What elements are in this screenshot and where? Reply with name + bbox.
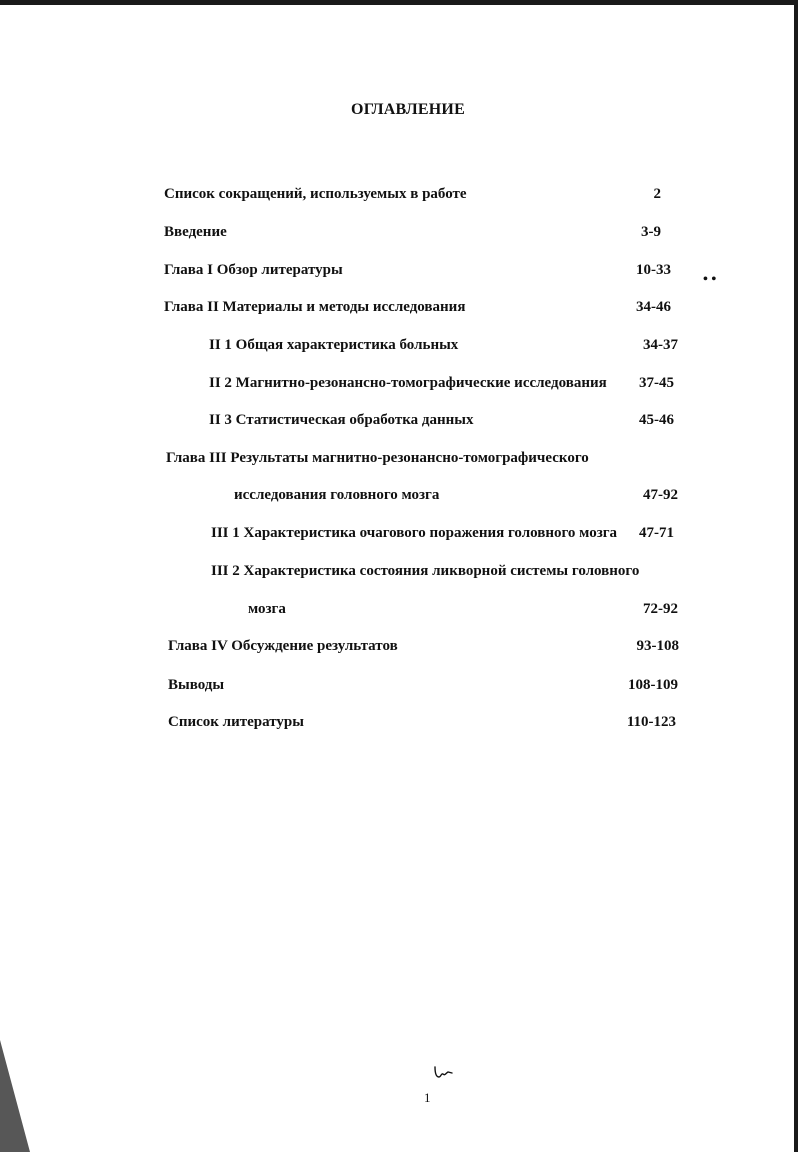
toc-entry-references: Список литературы	[168, 714, 304, 730]
margin-marks: • •	[703, 272, 717, 287]
toc-entry-section-3-1: III 1 Характеристика очагового поражения головного мозга	[211, 525, 618, 541]
toc-entry-section-2-3: II 3 Статистическая обработка данных	[209, 412, 474, 428]
toc-entry-abbreviations: Список сокращений, используемых в работе	[164, 186, 467, 202]
toc-entry-section-3-2: III 2 Характеристика состояния ликворной системы головного	[211, 563, 640, 579]
toc-entry-chapter-3: Глава III Результаты магнитно-резонансно-томографического	[166, 450, 589, 466]
page-number: 1	[424, 1090, 431, 1105]
toc-pages-section-3-2: 72-92	[643, 601, 678, 617]
toc-pages-section-2-1: 34-37	[643, 337, 678, 353]
scan-shadow-corner	[0, 1040, 30, 1152]
scan-edge-right	[794, 0, 798, 1152]
toc-entry-section-2-2: II 2 Магнитно-резонансно-томографические исследования	[209, 375, 607, 391]
toc-entry-introduction: Введение	[164, 224, 227, 240]
toc-pages-references: 110-123	[626, 714, 676, 730]
toc-entry-chapter-1: Глава I Обзор литературы	[164, 262, 343, 278]
toc-entry-chapter-2: Глава II Материалы и методы исследования	[164, 299, 466, 315]
handwritten-signature-icon	[432, 1064, 454, 1082]
toc-pages-section-3-1: 47-71	[639, 525, 674, 541]
toc-pages-chapter-2: 34-46	[636, 299, 671, 315]
toc-entry-conclusions: Выводы	[168, 677, 225, 693]
toc-pages-chapter-3: 47-92	[643, 487, 678, 503]
toc-pages-introduction: 3-9	[641, 224, 661, 240]
toc-pages-section-2-2: 37-45	[639, 375, 674, 391]
toc-entry-chapter-4: Глава IV Обсуждение результатов	[168, 638, 398, 654]
toc-entry-section-2-1: II 1 Общая характеристика больных	[209, 337, 459, 353]
toc-pages-conclusions: 108-109	[628, 677, 678, 693]
toc-pages-section-2-3: 45-46	[639, 412, 674, 428]
toc-pages-chapter-1: 10-33	[636, 262, 671, 278]
toc-entry-section-3-2-cont: мозга	[248, 601, 286, 617]
toc-pages-chapter-4: 93-108	[636, 638, 679, 654]
toc-entry-chapter-3-cont: исследования головного мозга	[234, 487, 440, 503]
scan-edge-top	[0, 0, 798, 5]
page-title: ОГЛАВЛЕНИЕ	[351, 101, 465, 118]
toc-pages-abbreviations: 2	[653, 186, 661, 202]
